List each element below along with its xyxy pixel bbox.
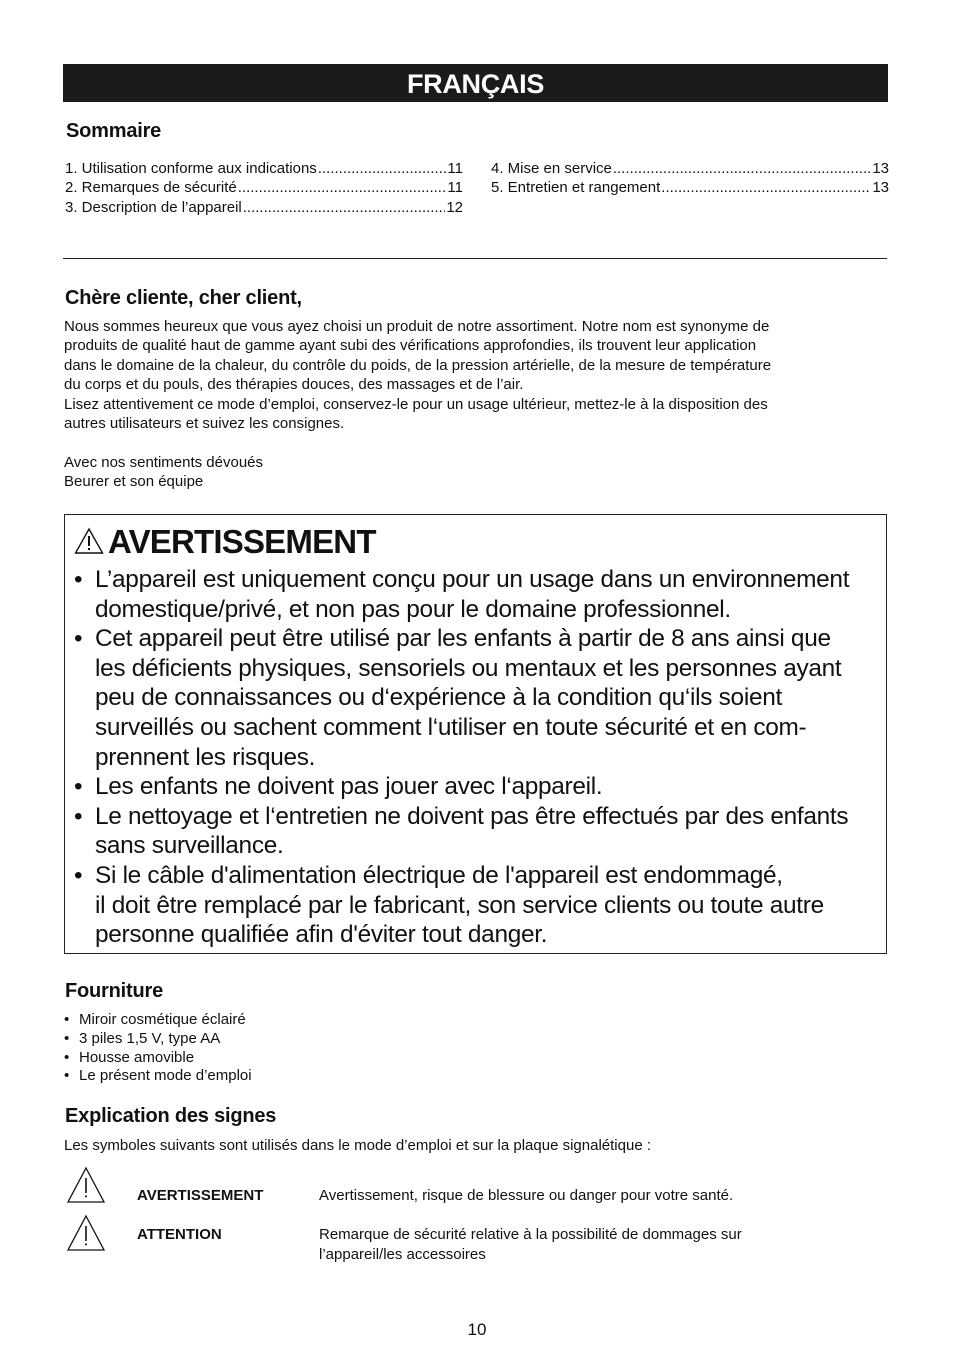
toc-entry-page: 11 [447,160,463,177]
warning-list [74,565,849,950]
toc-entry[interactable] [65,198,463,217]
delivery-item: • Le présent mode d’emploi [64,1067,252,1085]
warning-title [74,522,376,562]
warning-item-line: Les enfants ne doivent pas jouer avec l‘appareil. [95,773,603,801]
sign-description [319,1186,733,1206]
closing-line: Avec nos sentiments dévoués [64,454,264,471]
intro-paragraph [64,317,771,433]
warning-triangle-icon [66,1166,106,1204]
delivery-item: • 3 piles 1,5 V, type AA [64,1029,221,1047]
warning-item-line: surveillés ou sachent comment l‘utiliser en toute sécurité et en com- [95,713,807,741]
section-divider [63,258,887,259]
warning-item: • Le nettoyage et l‘entretien ne doivent pas être effectués par des enfants sans surveillance. [74,802,849,860]
intro-line: Lisez attentivement ce mode d’emploi, conservez-le pour un usage ultérieur, mettez-le à la disposition des [64,395,768,413]
signs-title: Explication des signes [65,1105,277,1127]
sign-description-line: Remarque de sécurité relative à la possibilité de dommages sur [319,1226,742,1243]
toc-left-column [65,159,463,217]
toc-right-column [491,159,889,198]
toc-entry-label: 1. Utilisation conforme aux indications [65,160,317,177]
sign-description-line: Avertissement, risque de blessure ou danger pour votre santé. [319,1187,734,1204]
delivery-item: • Miroir cosmétique éclairé [64,1011,246,1028]
warning-item: • Si le câble d'alimentation électrique de l'appareil est endommagé, il doit être remplacé par le fabricant, son service clients ou toute autre personne qualifiée afin d'éviter tout danger. [74,861,824,949]
toc-entry-label: 5. Entretien et rangement [491,179,661,197]
warning-item-line: prennent les risques. [95,743,316,771]
warning-triangle-icon [66,1214,106,1252]
warning-item: • L’appareil est uniquement conçu pour un usage dans un environnement domestique/privé, et non pas pour le domaine professionnel. [74,566,850,623]
toc-entry-label: 3. Description de l’appareil [65,198,242,216]
delivery-item-text: Le présent mode d’emploi [79,1067,252,1085]
intro-closing [64,453,263,492]
toc-entry[interactable] [65,178,463,197]
toc-entry[interactable] [65,159,463,178]
sign-label: AVERTISSEMENT [137,1187,264,1204]
toc-entry[interactable] [491,178,889,197]
sign-label: ATTENTION [137,1226,222,1243]
toc-entry-page: 13 [872,179,889,197]
closing-line: Beurer et son équipe [64,473,204,491]
page-number: 10 [467,1320,487,1339]
delivery-title: Fourniture [65,980,163,1002]
signs-intro: Les symboles suivants sont utilisés dans le mode d’emploi et sur la plaque signalétique : [64,1137,651,1154]
warning-title-text: AVERTISSEMENT [108,523,376,560]
intro-title: Chère cliente, cher client, [65,287,302,309]
warning-triangle-icon [74,527,104,555]
warning-item-line: les déficients physiques, sensoriels ou mentaux et les personnes ayant [95,654,842,682]
intro-line: dans le domaine de la chaleur, du contrôle du poids, de la pression artérielle, de la mesure de température [64,356,772,374]
warning-item-line: Cet appareil peut être utilisé par les enfants à partir de 8 ans ainsi que [95,625,831,653]
warning-item-line: il doit être remplacé par le fabricant, son service clients ou toute autre [95,891,824,919]
warning-item-line: L’appareil est uniquement conçu pour un usage dans un environnement [95,566,850,593]
delivery-item-text: Miroir cosmétique éclairé [79,1011,246,1028]
warning-item-line: personne qualifiée afin d'éviter tout danger. [95,921,548,949]
warning-item-line: Le nettoyage et l‘entretien ne doivent pas être effectués par des enfants [95,802,849,830]
delivery-item: • Housse amovible [64,1048,195,1066]
warning-item-line: sans surveillance. [95,832,284,860]
delivery-item-text: Housse amovible [79,1048,195,1066]
delivery-item-text: 3 piles 1,5 V, type AA [79,1029,221,1047]
toc-entry-label: 4. Mise en service [491,160,612,177]
warning-item: • Les enfants ne doivent pas jouer avec l‘appareil. [74,773,603,801]
toc-entry[interactable] [491,159,889,178]
sign-description [319,1225,742,1264]
toc-entry-page: 13 [872,160,889,177]
toc-entry-page: 12 [446,198,463,216]
toc-title: Sommaire [66,120,162,142]
toc-entry-page: 11 [447,179,463,197]
intro-line: Nous sommes heureux que vous ayez choisi un produit de notre assortiment. Notre nom est synonyme de [64,318,770,335]
toc-entry-label: 2. Remarques de sécurité [65,179,237,197]
delivery-list [64,1011,252,1086]
warning-item-line: Si le câble d'alimentation électrique de l'appareil est endommagé, [95,861,783,889]
intro-line: autres utilisateurs et suivez les consignes. [64,415,345,433]
language-header: FRANÇAIS [63,64,888,102]
intro-line: produits de qualité haut de gamme ayant subi des vérifications approfondies, ils trouvent leur application [64,337,757,355]
warning-item: • Cet appareil peut être utilisé par les enfants à partir de 8 ans ainsi que les déficients physiques, sensoriels ou mentaux et les personnes ayant peu de connaissances ou d‘expérience à la condition qu‘ils soient surveillés ou sachent comment l‘utiliser en toute sécurité et en com- prennent les risques. [74,625,842,771]
intro-line: du corps et du pouls, des thérapies douces, des massages et de l’air. [64,376,524,394]
warning-item-line: domestique/privé, et non pas pour le domaine professionnel. [95,595,731,623]
warning-item-line: peu de connaissances ou d‘expérience à la condition qu‘ils soient [95,684,782,712]
sign-description-line: l’appareil/les accessoires [319,1245,486,1263]
